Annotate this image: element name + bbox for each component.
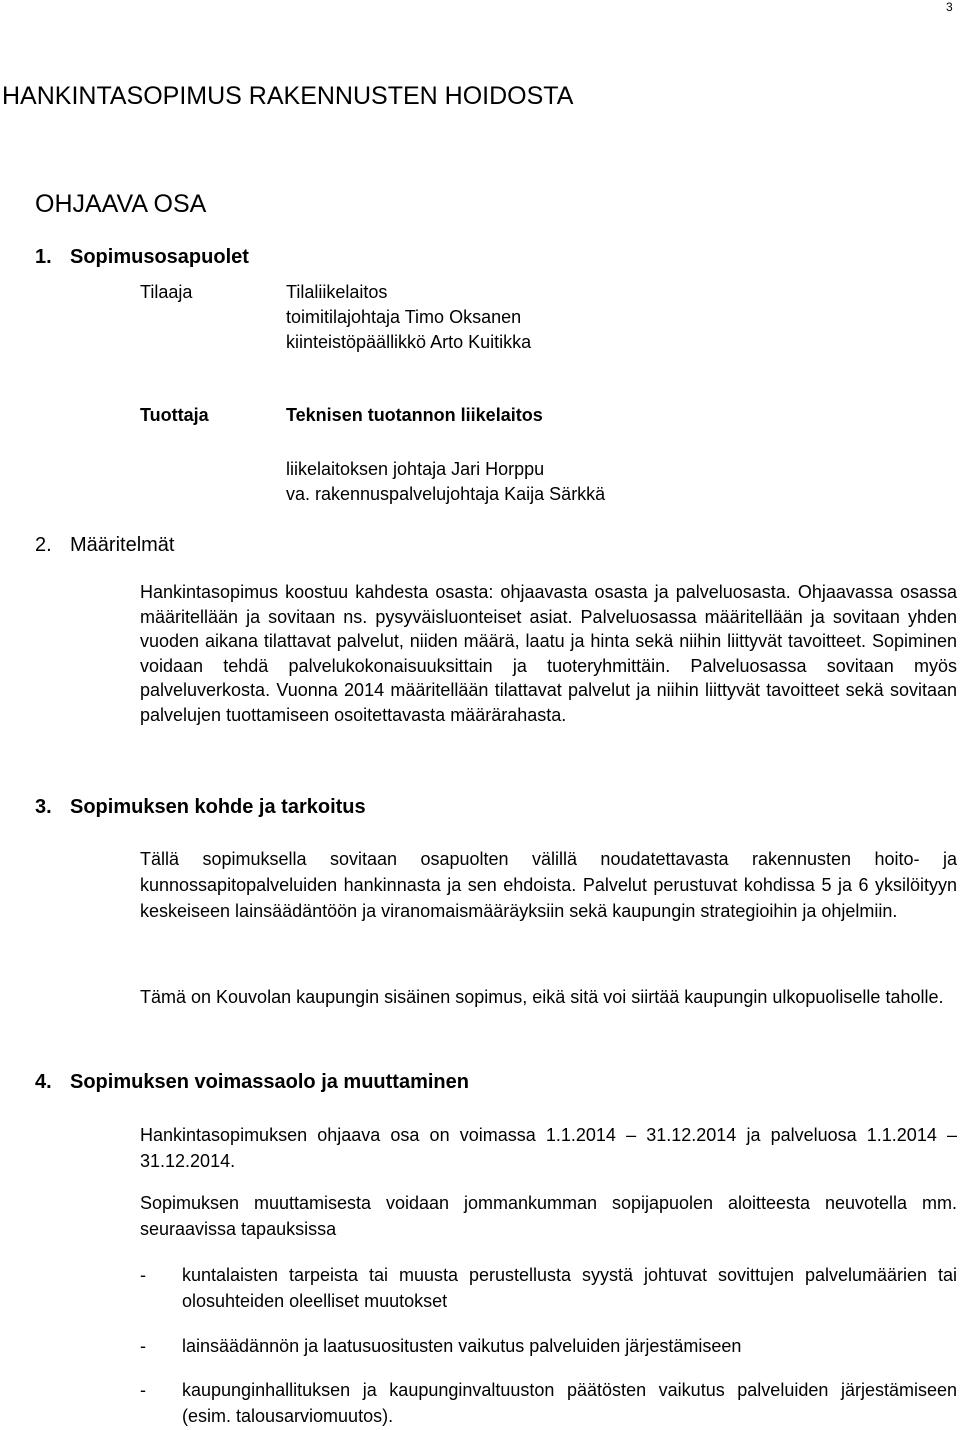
bullet-dash: - bbox=[140, 1265, 146, 1285]
definitions-paragraph: Hankintasopimus koostuu kahdesta osasta: ohjaavasta osasta ja palveluosasta. Ohjaavassa osassa määritellään ja sovitaan ns. pysyväisluonteiset asiat. Palveluosassa määritellään ja sovitaan yhden vuoden aikana tilattavat palvelut, niiden määrä, laatu ja hinta sekä niihin liittyvät tavoitteet. Sopiminen voidaan tehdä palvelukokonaisuuksittain ja tuoteryhmittäin. Palveluosassa sovitaan myös palveluverkosta. Vuonna 2014 määritellään tilattavat palvelut ja niihin liittyvät tavoitteet sekä sovitaan palvelujen tuottamiseen osoitettavasta määrärahasta. bbox=[140, 582, 957, 725]
section-3-heading bbox=[35, 796, 366, 819]
buyer-label: Tilaaja bbox=[140, 282, 193, 302]
section-1-heading bbox=[35, 246, 249, 269]
provider-name: Teknisen tuotannon liikelaitos bbox=[286, 405, 543, 425]
bullet-dash: - bbox=[140, 1380, 146, 1400]
section-number: 4. bbox=[35, 1071, 52, 1093]
page-number: 3 bbox=[946, 0, 953, 14]
section-heading-text: Sopimusosapuolet bbox=[70, 246, 249, 268]
section-heading-text: Määritelmät bbox=[70, 534, 175, 556]
list-item-text: kaupunginhallituksen ja kaupunginvaltuuston päätösten vaikutus palveluiden järjestämiseen (esim. talousarviomuutos). bbox=[182, 1380, 957, 1426]
section-heading-text: Sopimuksen voimassaolo ja muuttaminen bbox=[70, 1071, 469, 1093]
section-number: 2. bbox=[35, 534, 52, 556]
list-item-text: lainsäädännön ja laatusuositusten vaikutus palveluiden järjestämiseen bbox=[182, 1336, 742, 1356]
list-item bbox=[140, 1377, 957, 1429]
buyer-contact: kiinteistöpäällikkö Arto Kuitikka bbox=[286, 332, 532, 352]
provider-contact: liikelaitoksen johtaja Jari Horppu bbox=[286, 459, 545, 479]
section-heading-text: Sopimuksen kohde ja tarkoitus bbox=[70, 796, 366, 818]
list-item bbox=[140, 1333, 957, 1359]
section-number: 1. bbox=[35, 246, 52, 268]
provider-label: Tuottaja bbox=[140, 405, 209, 425]
validity-paragraph: Sopimuksen muuttamisesta voidaan jommankumman sopijapuolen aloitteesta neuvotella mm. seuraavissa tapauksissa bbox=[140, 1193, 957, 1239]
section-4-heading bbox=[35, 1071, 469, 1094]
section-number: 3. bbox=[35, 796, 52, 818]
validity-paragraph: Hankintasopimuksen ohjaava osa on voimassa 1.1.2014 – 31.12.2014 ja palveluosa 1.1.2014 – 31.12.2014. bbox=[140, 1125, 957, 1171]
list-item-text: kuntalaisten tarpeista tai muusta perustellusta syystä johtuvat sovittujen palvelumäärien tai olosuhteiden oleelliset muutokset bbox=[182, 1265, 957, 1311]
list-item bbox=[140, 1262, 957, 1314]
purpose-paragraph: Tällä sopimuksella sovitaan osapuolten välillä noudatettavasta rakennusten hoito- ja kunnossapitopalveluiden hankinnasta ja sen ehdoista. Palvelut perustuvat kohdissa 5 ja 6 yksilöityyn keskeiseen lainsäädäntöön ja viranomaismääräyksiin sekä kaupungin strategioihin ja ohjelmiin. bbox=[140, 849, 957, 921]
provider-contact: va. rakennuspalvelujohtaja Kaija Särkkä bbox=[286, 484, 606, 504]
purpose-paragraph: Tämä on Kouvolan kaupungin sisäinen sopimus, eikä sitä voi siirtää kaupungin ulkopuoliselle taholle. bbox=[140, 987, 944, 1007]
bullet-dash: - bbox=[140, 1336, 146, 1356]
buyer-name: Tilaliikelaitos bbox=[286, 282, 388, 302]
document-title: HANKINTASOPIMUS RAKENNUSTEN HOIDOSTA bbox=[2, 82, 574, 110]
buyer-contact: toimitilajohtaja Timo Oksanen bbox=[286, 307, 522, 327]
section-2-heading bbox=[35, 534, 174, 557]
section-title: OHJAAVA OSA bbox=[35, 190, 207, 218]
